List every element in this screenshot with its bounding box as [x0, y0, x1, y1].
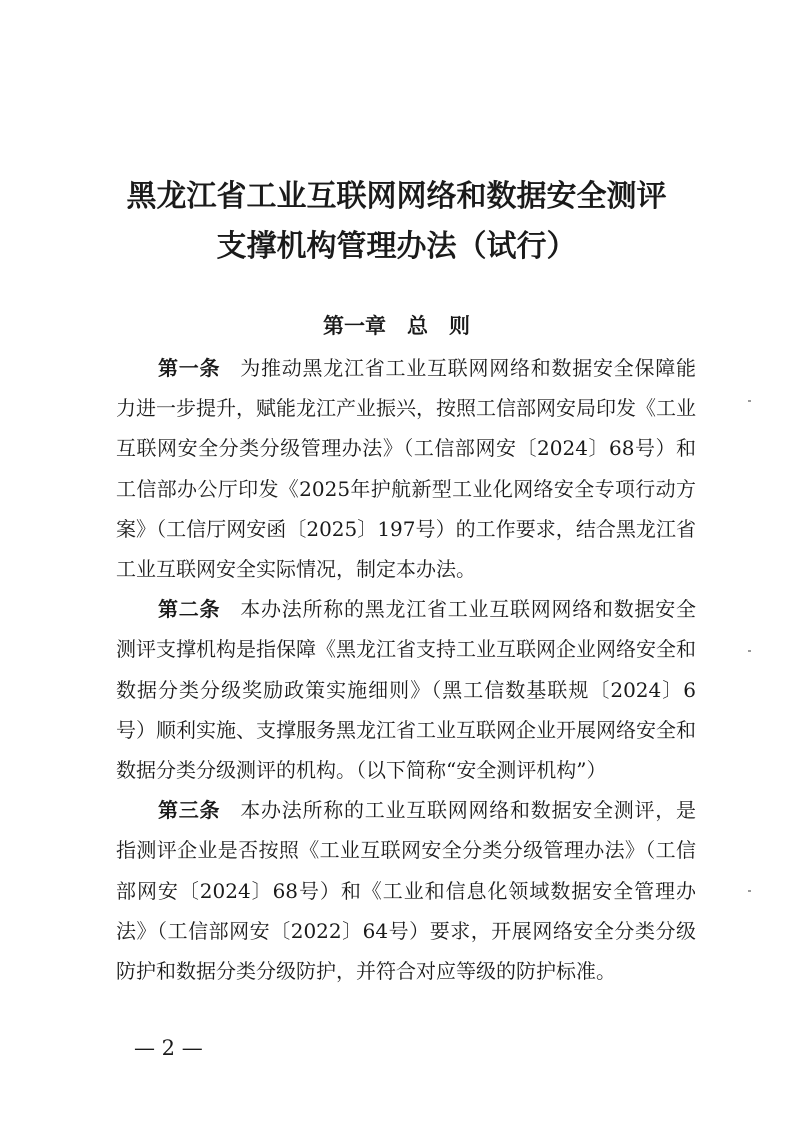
document-title	[0, 172, 793, 272]
article-number: 第三条	[158, 798, 221, 823]
scan-mark	[748, 400, 751, 402]
article-number: 第二条	[158, 597, 221, 622]
title-line-2: 支撑机构管理办法（试行）	[216, 229, 577, 264]
chapter-heading: 第一章 总 则	[323, 314, 470, 338]
scan-mark	[748, 890, 751, 892]
article-text: 本办法所称的工业互联网网络和数据安全测评，是指测评企业是否按照《工业互联网安全分类分级管理办法》（工信部网安〔2024〕68号）和《工业和信息化领域数据安全管理办法》（工信部网安〔2022〕64号）要求，开展网络安全分类分级防护和数据分类分级防护，并符合对应等级的防护标准。	[116, 798, 696, 984]
article-text: 本办法所称的黑龙江省工业互联网网络和数据安全测评支撑机构是指保障《黑龙江省支持工业互联网企业网络安全和数据分类分级奖励政策实施细则》（黑工信数基联规〔2024〕6号）顺利实施、支撑服务黑龙江省工业互联网企业开展网络安全和数据分类分级测评的机构。（以下简称“安全测评机构”）	[116, 597, 696, 783]
article-number: 第一条	[158, 356, 221, 380]
article-text: 为推动黑龙江省工业互联网网络和数据安全保障能力进一步提升，赋能龙江产业振兴，按照工信部网安局印发《工业互联网安全分类分级管理办法》（工信部网安〔2024〕68号）和工信部办公厅印发《2025年护航新型工业化网络安全专项行动方案》（工信厅网安函〔2025〕197号）的工作要求，结合黑龙江省工业互联网安全实际情况，制定本办法。	[116, 356, 696, 582]
title-line-1: 黑龙江省工业互联网网络和数据安全测评	[126, 179, 667, 214]
article-paragraph	[116, 589, 696, 790]
scan-mark	[748, 650, 751, 652]
document-body	[116, 348, 696, 991]
page-number: — 2 —	[134, 1036, 203, 1060]
article-paragraph	[116, 348, 696, 589]
article-paragraph	[116, 790, 696, 991]
